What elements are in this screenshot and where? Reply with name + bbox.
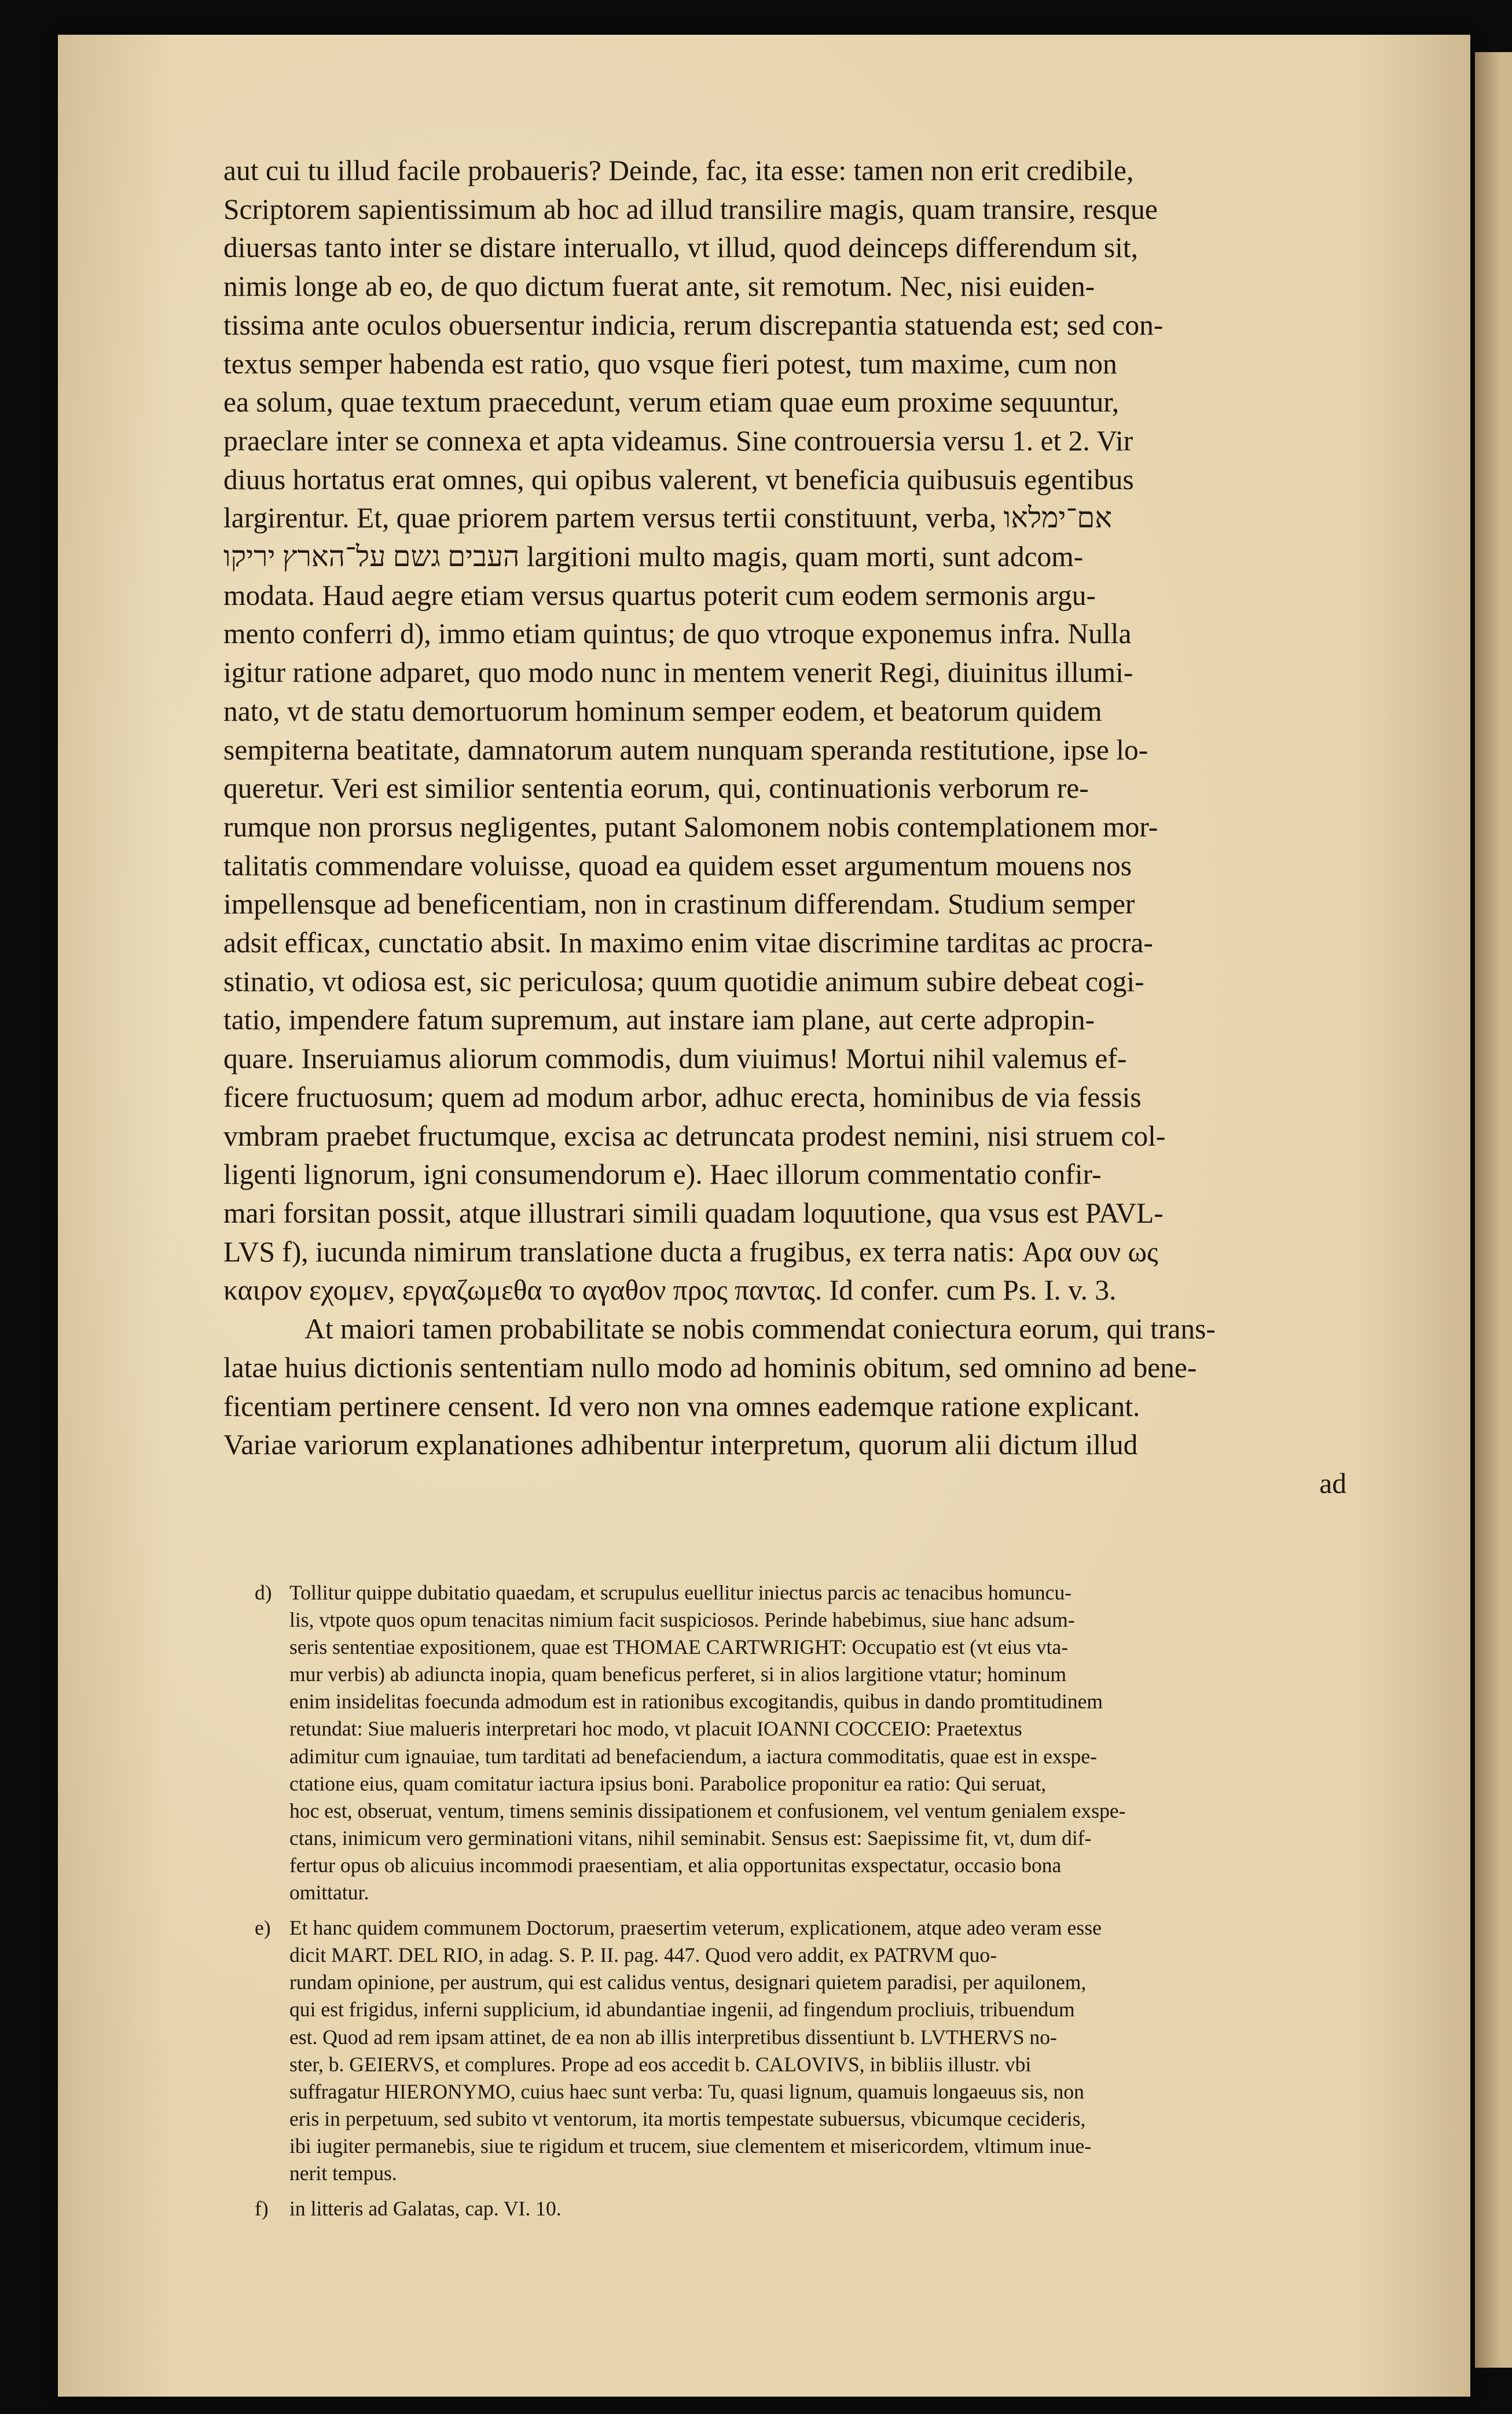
footnote-line: ibi iugiter permanebis, siue te rigidum et trucem, siue clementem et misericordem, vltimum inue- xyxy=(289,2134,1092,2158)
text-line: praeclare inter se connexa et apta videamus. Sine controuersia versu 1. et 2. Vir xyxy=(223,424,1133,457)
text-line: tatio, impendere fatum supremum, aut instare iam plane, aut certe adpropin- xyxy=(223,1004,1095,1036)
footnote-line: omittatur. xyxy=(289,1881,369,1905)
footnote-line: ctans, inimicum vero germinationi vitans, nihil seminabit. Sensus est: Saepissime fit, vt, dum dif- xyxy=(289,1826,1092,1850)
catchword: ad xyxy=(1319,1467,1346,1499)
text-line: diuersas tanto inter se distare interuallo, vt illud, quod deinceps differendum sit, xyxy=(223,232,1138,264)
text-line: nato, vt de statu demortuorum hominum semper eodem, et beatorum quidem xyxy=(223,695,1102,727)
text-line: Scriptorem sapientissimum ab hoc ad illud transilire magis, quam transire, resque xyxy=(223,193,1158,225)
text-line: queretur. Veri est similior sententia eorum, qui, continuationis verborum re- xyxy=(223,772,1089,805)
footnote-line: fertur opus ob alicuius incommodi praesentiam, et alia opportunitas exspectatur, occasio bona xyxy=(289,1853,1062,1877)
text-line: talitatis commendare voluisse, quoad ea quidem esset argumentum mouens nos xyxy=(223,849,1132,882)
text-line: impellensque ad beneficentiam, non in crastinum differendam. Studium semper xyxy=(223,888,1135,920)
footnote-label: f) xyxy=(255,2197,269,2221)
footnote-line: ctatione eius, quam comitatur iactura ipsius boni. Parabolice proponitur ea ratio: Qui seruat, xyxy=(289,1771,1047,1795)
text-line: ea solum, quae textum praecedunt, verum etiam quae eum proxime sequuntur, xyxy=(223,386,1120,419)
text-line: tissima ante oculos obuersentur indicia, rerum discrepantia statuenda est; sed con- xyxy=(223,309,1164,341)
text-line: mento conferri d), immo etiam quintus; de quo vtroque exponemus infra. Nulla xyxy=(223,618,1132,650)
text-line: stinatio, vt odiosa est, sic periculosa; quum quotidie animum subire debeat cogi- xyxy=(223,965,1144,997)
footnote-line: retundat: Siue malueris interpretari hoc modo, vt placuit IOANNI COCCEIO: Praetextus xyxy=(289,1717,1022,1741)
text-line: latae huius dictionis sententiam nullo modo ad hominis obitum, sed omnino ad bene- xyxy=(223,1351,1197,1384)
text-line: vmbram praebet fructumque, excisa ac detruncata prodest nemini, nisi struem col- xyxy=(223,1120,1166,1152)
text-line: largirentur. Et, quae priorem partem versus tertii constituunt, verba, אם־ימלאו xyxy=(223,502,1112,534)
text-line: καιρον εχομεν, εργαζωμεθα το αγαθον προς παντας. Id confer. cum Ps. I. v. 3. xyxy=(223,1274,1117,1307)
text-line: diuus hortatus erat omnes, qui opibus valerent, vt beneficia quibusuis egentibus xyxy=(223,463,1134,496)
footnote-d xyxy=(255,1579,1366,1906)
footnote-line: hoc est, obseruat, ventum, timens seminis dissipationem et confusionem, vel ventum genialem exspe- xyxy=(289,1799,1126,1822)
footnote-line: eris in perpetuum, sed subito vt ventorum, ita mortis tempestate subuersus, vbicumque cecideris, xyxy=(289,2107,1086,2130)
text-line: ligenti lignorum, igni consumendorum e). Haec illorum commentatio confir- xyxy=(223,1158,1102,1191)
footnote-line: lis, vtpote quos opum tenacitas nimium facit suspiciosos. Perinde habebimus, siue hanc adsum- xyxy=(289,1608,1075,1632)
body-text xyxy=(223,152,1346,1503)
footnote-line: qui est frigidus, inferni supplicium, id abundantiae ingenii, ad fingendum procliuis, tribuendum xyxy=(289,1998,1075,2022)
paragraph-start-line: At maiori tamen probabilitate se nobis commendat coniectura eorum, qui trans- xyxy=(304,1313,1216,1345)
text-line: nimis longe ab eo, de quo dictum fuerat ante, sit remotum. Nec, nisi euiden- xyxy=(223,270,1095,303)
text-line: textus semper habenda est ratio, quo vsque fieri potest, tum maxime, cum non xyxy=(223,347,1117,380)
text-line: quare. Inseruiamus aliorum commodis, dum viuimus! Mortui nihil valemus ef- xyxy=(223,1043,1127,1075)
footnote-line: in litteris ad Galatas, cap. VI. 10. xyxy=(289,2197,562,2221)
text-line: rumque non prorsus negligentes, putant Salomonem nobis contemplationem mor- xyxy=(223,810,1158,843)
adjacent-page-edge xyxy=(1475,52,1512,2368)
footnote-label: e) xyxy=(255,1916,271,1940)
text-line: העבים גשם על־הארץ יריקו largitioni multo magis, quam morti, sunt adcom- xyxy=(223,541,1084,573)
text-line: ficentiam pertinere censent. Id vero non vna omnes eademque ratione explicant. xyxy=(223,1390,1140,1422)
footnote-f xyxy=(255,2195,1366,2222)
text-line: igitur ratione adparet, quo modo nunc in mentem venerit Regi, diuinitus illumi- xyxy=(223,656,1133,689)
footnote-line: suffragatur HIERONYMO, cuius haec sunt verba: Tu, quasi lignum, quamuis longaeuus sis, non xyxy=(289,2079,1084,2103)
footnote-line: dicit MART. DEL RIO, in adag. S. P. II. pag. 447. Quod vero addit, ex PATRVM quo- xyxy=(289,1943,997,1967)
text-line: adsit efficax, cunctatio absit. In maximo enim vitae discrimine tarditas ac procra- xyxy=(223,927,1153,959)
footnote-line: enim insidelitas foecunda admodum est in rationibus excogitandis, quibus in dando promtitudinem xyxy=(289,1690,1103,1714)
footnotes xyxy=(255,1579,1366,2230)
footnote-label: d) xyxy=(255,1581,272,1604)
footnote-line: adimitur cum ignauiae, tum tarditati ad benefaciendum, a iactura commoditatis, quae est in exspe- xyxy=(289,1744,1097,1768)
footnote-line: Et hanc quidem communem Doctorum, praesertim veterum, explicationem, atque adeo veram esse xyxy=(289,1916,1102,1940)
text-line: mari forsitan possit, atque illustrari simili quadam loquutione, qua vsus est PAVL- xyxy=(223,1197,1164,1229)
footnote-line: Tollitur quippe dubitatio quaedam, et scrupulus euellitur iniectus parcis ac tenacibus homuncu- xyxy=(289,1581,1072,1604)
text-line: LVS f), iucunda nimirum translatione ducta a frugibus, ex terra natis: Αρα ουν ως xyxy=(223,1235,1158,1268)
footnote-line: ster, b. GEIERVS, et complures. Prope ad eos accedit b. CALOVIVS, in bibliis illustr. vbi xyxy=(289,2052,1032,2076)
text-line: aut cui tu illud facile probaueris? Deinde, fac, ita esse: tamen non erit credibile, xyxy=(223,155,1134,186)
text-line: modata. Haud aegre etiam versus quartus poterit cum eodem sermonis argu- xyxy=(223,579,1096,611)
text-line: ficere fructuosum; quem ad modum arbor, adhuc erecta, hominibus de via fessis xyxy=(223,1081,1142,1113)
footnote-line: seris sententiae expositionem, quae est THOMAE CARTWRIGHT: Occupatio est (vt eius vta- xyxy=(289,1635,1069,1659)
footnote-line: nerit tempus. xyxy=(289,2161,397,2185)
footnote-line: rundam opinione, per austrum, qui est calidus ventus, designari quietem paradisi, per aquilonem, xyxy=(289,1971,1087,1994)
footnote-e xyxy=(255,1914,1366,2187)
footnote-line: mur verbis) ab adiuncta inopia, quam beneficus perferet, si in alios largitione vtatur; hominum xyxy=(289,1663,1067,1686)
footnote-line: est. Quod ad rem ipsam attinet, de ea non ab illis interpretibus dissentiunt b. LVTHERVS no- xyxy=(289,2025,1057,2049)
text-line: sempiterna beatitate, damnatorum autem nunquam speranda restitutione, ipse lo- xyxy=(223,733,1148,766)
text-line: Variae variorum explanationes adhibentur interpretum, quorum alii dictum illud xyxy=(223,1429,1138,1461)
